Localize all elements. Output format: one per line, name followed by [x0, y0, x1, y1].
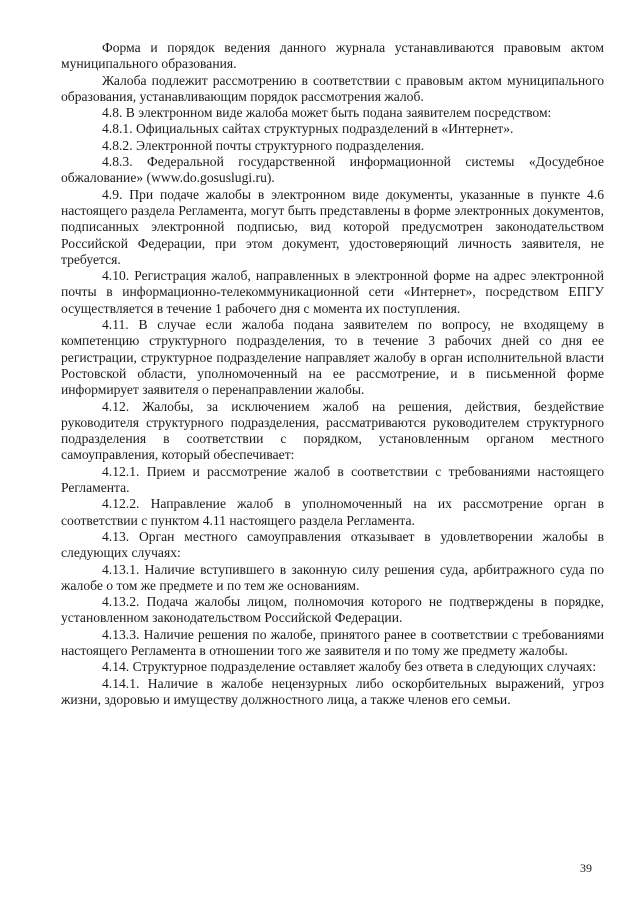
paragraph: 4.8.3. Федеральной государственной информационной системы «Досудебное обжалование» (www.do.gosuslugi.ru). — [61, 154, 604, 186]
paragraph: 4.10. Регистрация жалоб, направленных в электронной форме на адрес электронной почты в информационно-телекоммуникационной сети «Интернет», посредством ЕПГУ осуществляется в течение 1 рабочего дня с момента их поступления. — [61, 268, 604, 316]
paragraph: 4.9. При подаче жалобы в электронном виде документы, указанные в пункте 4.6 настоящего раздела Регламента, могут быть представлены в форме электронных документов, подписанных электронной подписью, вид которой предусмотрен законодательством Российской Федерации, при этом документ, удостоверяющий личность заявителя, не требуется. — [61, 186, 604, 267]
paragraph: 4.8.2. Электронной почты структурного подразделения. — [102, 137, 425, 153]
paragraph: 4.11. В случае если жалоба подана заявителем по вопросу, не входящему в компетенцию структурного подразделения, то в течение 3 рабочих дней со дня ее регистрации, структурное подразделение направляет жалобу в орган исполнительной власти Ростовской области, уполномоченный на ее рассмотрение, и в письменной форме информирует заявителя о перенаправлении жалобы. — [61, 317, 604, 398]
paragraph: 4.13. Орган местного самоуправления отказывает в удовлетворении жалобы в следующих случаях: — [61, 528, 604, 561]
paragraph: 4.12.1. Прием и рассмотрение жалоб в соответствии с требованиями настоящего Регламента. — [61, 463, 604, 496]
paragraph: 4.8.1. Официальных сайтах структурных подразделений в «Интернет». — [102, 121, 514, 137]
paragraph: 4.13.1. Наличие вступившего в законную силу решения суда, арбитражного суда по жалобе о том же предмете и по тем же основаниям. — [61, 561, 604, 593]
paragraph: 4.14. Структурное подразделение оставляет жалобу без ответа в следующих случаях: — [102, 659, 597, 675]
paragraph: 4.8. В электронном виде жалоба может быть подана заявителем посредством: — [102, 105, 552, 121]
paragraph: 4.14.1. Наличие в жалобе нецензурных либо оскорбительных выражений, угроз жизни, здоровью и имуществу должностного лица, а также членов его семьи. — [61, 675, 604, 707]
paragraph: 4.12.2. Направление жалоб в уполномоченный на их рассмотрение орган в соответствии с пунктом 4.11 настоящего раздела Регламента. — [61, 496, 604, 528]
paragraph: 4.13.3. Наличие решения по жалобе, принятого ранее в соответствии с требованиями настоящего Регламента в отношении того же заявителя и по тому же предмету жалобы. — [61, 626, 604, 658]
paragraph: Жалоба подлежит рассмотрению в соответствии с правовым актом муниципального образования, устанавливающим порядок рассмотрения жалоб. — [61, 72, 604, 104]
paragraph: 4.12. Жалобы, за исключением жалоб на решения, действия, бездействие руководителя структурного подразделения, рассматриваются руководителем структурного подразделения в соответствии с порядком, установленным органом местного самоуправления, который обеспечивает: — [61, 398, 604, 463]
page-number: 39 — [580, 861, 592, 875]
paragraph: Форма и порядок ведения данного журнала устанавливаются правовым актом муниципального образования. — [61, 40, 604, 72]
paragraph: 4.13.2. Подача жалобы лицом, полномочия которого не подтверждены в порядке, установленном законодательством Российской Федерации. — [61, 594, 604, 626]
